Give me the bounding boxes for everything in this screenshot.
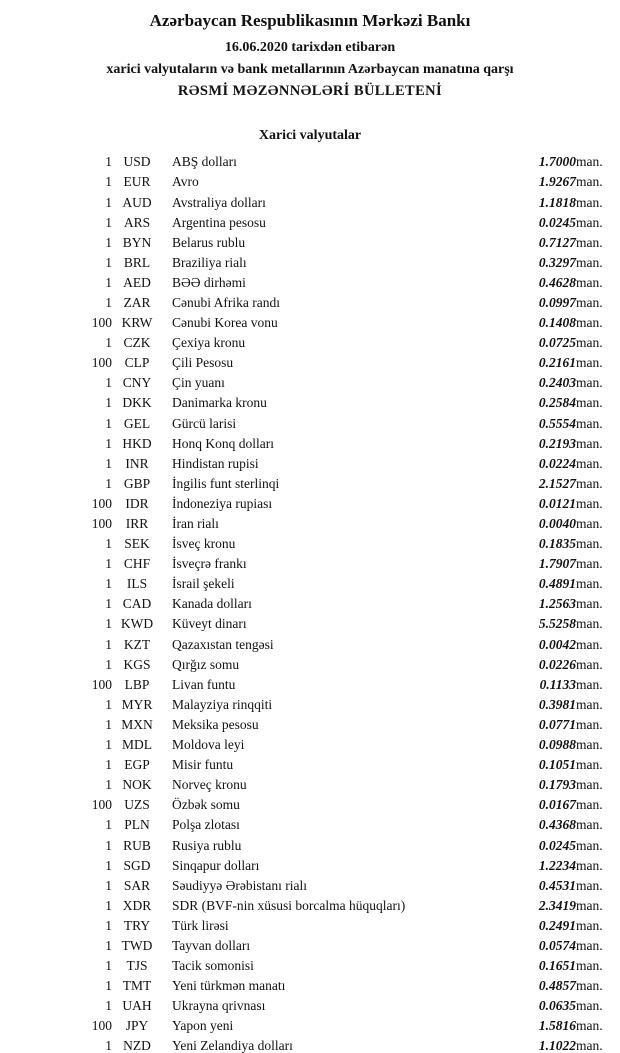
- rate-unit-label: man.: [576, 234, 603, 250]
- currency-rate: 0.4857: [538, 978, 576, 994]
- currency-code: LBP: [124, 676, 150, 692]
- exchange-rates-table: [0, 152, 620, 1053]
- currency-rate: 0.2403: [538, 375, 576, 391]
- rate-row: [0, 675, 620, 695]
- currency-rate: 0.0574: [538, 937, 576, 953]
- currency-name: Kanada dolları: [172, 596, 252, 612]
- currency-quantity: 100: [91, 315, 112, 331]
- currency-code: UZS: [124, 797, 150, 813]
- currency-quantity: 1: [105, 817, 112, 833]
- currency-rate: 0.4628: [538, 274, 576, 290]
- rate-row: [0, 655, 620, 675]
- rate-row: [0, 514, 620, 534]
- currency-name: Sinqapur dolları: [172, 857, 260, 873]
- currency-quantity: 1: [105, 556, 112, 572]
- currency-code: ILS: [126, 576, 148, 592]
- rate-unit-label: man.: [576, 315, 603, 331]
- currency-quantity: 1: [105, 937, 112, 953]
- currency-rate: 0.1408: [538, 315, 576, 331]
- currency-code: BRL: [123, 254, 151, 270]
- rate-row: [0, 434, 620, 454]
- currency-code: SEK: [124, 536, 150, 552]
- currency-code: GBP: [123, 475, 151, 491]
- currency-code: USD: [123, 154, 151, 170]
- rate-unit-label: man.: [576, 576, 603, 592]
- currency-code: KWD: [120, 616, 154, 632]
- currency-name: BƏƏ dirhəmi: [172, 274, 246, 290]
- currency-name: Malayziya rinqqiti: [172, 696, 273, 712]
- rate-row: [0, 474, 620, 494]
- currency-rate: 0.0771: [538, 716, 576, 732]
- currency-quantity: 1: [105, 254, 112, 270]
- currency-code: MYR: [121, 696, 153, 712]
- currency-name: İndoneziya rupiası: [172, 495, 273, 511]
- currency-rate: 1.1022: [538, 1038, 576, 1053]
- rate-unit-label: man.: [576, 817, 603, 833]
- currency-rate: 0.0224: [538, 455, 576, 471]
- currency-rate: 0.0121: [538, 495, 576, 511]
- rate-unit-label: man.: [576, 536, 603, 552]
- currency-name: Norveç kronu: [172, 777, 247, 793]
- section-title-foreign-currencies: Xarici valyutalar: [258, 128, 362, 144]
- rate-row: [0, 795, 620, 815]
- currency-name: Çexiya kronu: [172, 335, 246, 351]
- rate-row: [0, 554, 620, 574]
- currency-quantity: 100: [91, 797, 112, 813]
- currency-name: Tacik somonisi: [172, 958, 254, 974]
- currency-quantity: 1: [105, 737, 112, 753]
- rate-row: [0, 635, 620, 655]
- currency-code: GEL: [123, 415, 151, 431]
- rate-row: [0, 916, 620, 936]
- rate-row: [0, 414, 620, 434]
- rate-row: [0, 313, 620, 333]
- rate-unit-label: man.: [576, 435, 603, 451]
- rate-row: [0, 574, 620, 594]
- currency-name: Ukrayna qrivnası: [172, 998, 266, 1014]
- rate-unit-label: man.: [576, 797, 603, 813]
- currency-quantity: 1: [105, 375, 112, 391]
- currency-rate: 1.7907: [538, 556, 576, 572]
- currency-quantity: 1: [105, 917, 112, 933]
- rate-unit-label: man.: [576, 214, 603, 230]
- currency-code: BYN: [122, 234, 152, 250]
- rate-row: [0, 333, 620, 353]
- currency-quantity: 1: [105, 274, 112, 290]
- currency-name: Braziliya rialı: [172, 254, 247, 270]
- rate-row: [0, 293, 620, 313]
- currency-rate: 0.0988: [538, 737, 576, 753]
- currency-name: Küveyt dinarı: [172, 616, 247, 632]
- currency-quantity: 100: [91, 355, 112, 371]
- currency-quantity: 1: [105, 174, 112, 190]
- currency-code: RUB: [123, 837, 151, 853]
- currency-name: İsveç kronu: [172, 536, 236, 552]
- currency-quantity: 1: [105, 616, 112, 632]
- currency-quantity: 100: [91, 676, 112, 692]
- rate-unit-label: man.: [576, 154, 603, 170]
- currency-rate: 0.2491: [538, 917, 576, 933]
- currency-quantity: 100: [91, 516, 112, 531]
- currency-code: UAH: [122, 998, 152, 1014]
- currency-quantity: 1: [105, 877, 112, 893]
- currency-code: IRR: [125, 516, 149, 531]
- currency-code: NZD: [123, 1038, 151, 1053]
- currency-quantity: 100: [91, 1018, 112, 1034]
- currency-name: Polşa zlotası: [172, 817, 240, 833]
- currency-code: IDR: [125, 495, 149, 511]
- currency-quantity: 1: [105, 154, 112, 170]
- rate-unit-label: man.: [576, 1018, 603, 1034]
- rate-unit-label: man.: [576, 998, 603, 1014]
- currency-name: Yeni Zelandiya dolları: [172, 1038, 293, 1053]
- currency-quantity: 1: [105, 897, 112, 913]
- currency-quantity: 1: [105, 596, 112, 612]
- currency-name: Hindistan rupisi: [172, 455, 259, 471]
- rate-unit-label: man.: [576, 616, 603, 632]
- rate-row: [0, 393, 620, 413]
- currency-code: HKD: [122, 435, 152, 451]
- rate-row: [0, 253, 620, 273]
- currency-quantity: 1: [105, 1038, 112, 1053]
- currency-rate: 1.9267: [538, 174, 576, 190]
- currency-code: TRY: [123, 917, 151, 933]
- rate-row: [0, 213, 620, 233]
- rate-unit-label: man.: [576, 274, 603, 290]
- currency-code: XDR: [122, 897, 152, 913]
- rate-row: [0, 494, 620, 514]
- currency-quantity: 1: [105, 335, 112, 351]
- rate-unit-label: man.: [576, 375, 603, 391]
- currency-code: CHF: [123, 556, 151, 572]
- rate-unit-label: man.: [576, 897, 603, 913]
- currency-name: Yapon yeni: [172, 1018, 234, 1034]
- rate-row: [0, 775, 620, 795]
- currency-name: Cənubi Korea vonu: [172, 315, 278, 331]
- rate-row: [0, 876, 620, 896]
- rate-row: [0, 856, 620, 876]
- currency-name: İngilis funt sterlinqi: [172, 475, 280, 491]
- currency-rate: 1.7000: [538, 154, 576, 170]
- currency-rate: 0.1133: [539, 676, 576, 692]
- currency-quantity: 1: [105, 696, 112, 712]
- currency-quantity: 1: [105, 536, 112, 552]
- currency-name: Rusiya rublu: [172, 837, 242, 853]
- currency-rate: 0.5554: [538, 415, 576, 431]
- currency-quantity: 1: [105, 857, 112, 873]
- rate-unit-label: man.: [576, 415, 603, 431]
- currency-quantity: 1: [105, 475, 112, 491]
- rate-unit-label: man.: [576, 335, 603, 351]
- rate-row: [0, 373, 620, 393]
- currency-rate: 0.0042: [538, 636, 576, 652]
- currency-quantity: 1: [105, 415, 112, 431]
- currency-name: Cənubi Afrika randı: [172, 294, 280, 310]
- rate-row: [0, 353, 620, 373]
- rate-unit-label: man.: [576, 656, 603, 672]
- currency-code: TJS: [126, 958, 148, 974]
- currency-name: Belarus rublu: [172, 234, 246, 250]
- currency-code: INR: [125, 455, 149, 471]
- currency-quantity: 1: [105, 636, 112, 652]
- rate-row: [0, 193, 620, 213]
- currency-name: Moldova leyi: [172, 737, 245, 753]
- bulletin-title: RƏSMİ MƏZƏNNƏLƏRİ BÜLLETENİ: [177, 83, 443, 100]
- currency-code: TMT: [122, 978, 152, 994]
- rate-unit-label: man.: [576, 355, 603, 371]
- currency-code: DKK: [122, 395, 152, 411]
- currency-code: CZK: [123, 335, 151, 351]
- currency-code: KGS: [123, 656, 151, 672]
- rate-unit-label: man.: [576, 596, 603, 612]
- currency-name: ABŞ dolları: [172, 154, 237, 170]
- currency-name: Argentina pesosu: [172, 214, 266, 230]
- currency-quantity: 1: [105, 656, 112, 672]
- rate-row: [0, 273, 620, 293]
- currency-quantity: 1: [105, 978, 112, 994]
- rate-row: [0, 1016, 620, 1036]
- currency-name: Qazaxıstan tengəsi: [172, 636, 274, 652]
- rate-unit-label: man.: [576, 937, 603, 953]
- currency-code: MXN: [121, 716, 153, 732]
- currency-rate: 2.3419: [538, 897, 576, 913]
- currency-rate: 1.5816: [538, 1018, 576, 1034]
- currency-name: İsrail şekeli: [172, 576, 235, 592]
- currency-name: Qırğız somu: [172, 656, 240, 672]
- currency-code: AUD: [122, 194, 152, 210]
- currency-quantity: 1: [105, 214, 112, 230]
- currency-rate: 0.2584: [538, 395, 576, 411]
- currency-name: SDR (BVF-nin xüsusi borcalma hüquqları): [172, 897, 406, 913]
- rate-unit-label: man.: [576, 777, 603, 793]
- currency-quantity: 1: [105, 837, 112, 853]
- rate-unit-label: man.: [576, 978, 603, 994]
- currency-name: Honq Konq dolları: [172, 435, 274, 451]
- rate-unit-label: man.: [576, 395, 603, 411]
- currency-quantity: 1: [105, 395, 112, 411]
- rate-row: [0, 996, 620, 1016]
- currency-rate: 5.5258: [538, 616, 576, 632]
- currency-quantity: 1: [105, 455, 112, 471]
- rate-row: [0, 836, 620, 856]
- currency-name: Tayvan dolları: [172, 937, 251, 953]
- currency-name: Danimarka kronu: [172, 395, 267, 411]
- currency-code: ZAR: [123, 294, 151, 310]
- rate-unit-label: man.: [576, 516, 603, 531]
- currency-rate: 1.2234: [538, 857, 576, 873]
- currency-name: Avstraliya dolları: [172, 194, 266, 210]
- currency-rate: 0.0635: [538, 998, 576, 1014]
- currency-name: Gürcü larisi: [172, 415, 237, 431]
- rate-unit-label: man.: [576, 696, 603, 712]
- currency-name: İran rialı: [172, 516, 219, 531]
- rate-unit-label: man.: [576, 676, 603, 692]
- currency-rate: 0.2161: [538, 355, 576, 371]
- currency-rate: 0.0167: [538, 797, 576, 813]
- rate-unit-label: man.: [576, 857, 603, 873]
- currency-code: CNY: [122, 375, 152, 391]
- rate-unit-label: man.: [576, 194, 603, 210]
- rate-unit-label: man.: [576, 495, 603, 511]
- currency-code: KZT: [123, 636, 151, 652]
- currency-name: Çin yuanı: [172, 375, 225, 391]
- currency-code: PLN: [124, 817, 150, 833]
- currency-rate: 0.3981: [538, 696, 576, 712]
- currency-name: Livan funtu: [172, 676, 236, 692]
- currency-quantity: 1: [105, 435, 112, 451]
- currency-quantity: 1: [105, 194, 112, 210]
- currency-name: Səudiyyə Ərəbistanı rialı: [172, 877, 307, 893]
- currency-rate: 0.4531: [538, 877, 576, 893]
- currency-name: Meksika pesosu: [172, 716, 259, 732]
- rate-unit-label: man.: [576, 556, 603, 572]
- rate-row: [0, 735, 620, 755]
- rate-row: [0, 815, 620, 835]
- rate-unit-label: man.: [576, 958, 603, 974]
- currency-code: SAR: [123, 877, 151, 893]
- currency-quantity: 1: [105, 777, 112, 793]
- rate-row: [0, 755, 620, 775]
- rate-row: [0, 956, 620, 976]
- currency-rate: 0.0725: [538, 335, 576, 351]
- currency-rate: 0.1793: [538, 777, 576, 793]
- rate-unit-label: man.: [576, 455, 603, 471]
- currency-rate: 0.7127: [538, 234, 576, 250]
- rate-row: [0, 233, 620, 253]
- rate-unit-label: man.: [576, 757, 603, 773]
- currency-rate: 0.4891: [538, 576, 576, 592]
- currency-quantity: 1: [105, 576, 112, 592]
- rate-row: [0, 534, 620, 554]
- currency-rate: 0.0245: [538, 837, 576, 853]
- rate-row: [0, 454, 620, 474]
- currency-name: Misir funtu: [172, 757, 234, 773]
- rate-unit-label: man.: [576, 1038, 603, 1053]
- currency-quantity: 100: [91, 495, 112, 511]
- currency-name: Çili Pesosu: [172, 355, 234, 371]
- currency-quantity: 1: [105, 958, 112, 974]
- currency-name: Özbək somu: [172, 797, 240, 813]
- currency-name: İsveçrə frankı: [172, 556, 247, 572]
- currency-rate: 0.2193: [538, 435, 576, 451]
- currency-code: JPY: [125, 1018, 149, 1034]
- currency-rate: 0.0040: [538, 516, 576, 531]
- rate-row: [0, 1036, 620, 1053]
- currency-rate: 2.1527: [538, 475, 576, 491]
- rate-unit-label: man.: [576, 475, 603, 491]
- rate-unit-label: man.: [576, 877, 603, 893]
- currency-rate: 0.1051: [538, 757, 576, 773]
- bank-title: Azərbaycan Respublikasının Mərkəzi Bankı: [149, 11, 471, 30]
- currency-name: Yeni türkmən manatı: [172, 978, 286, 994]
- currency-code: ARS: [123, 214, 151, 230]
- currency-code: SGD: [123, 857, 151, 873]
- rate-row: [0, 896, 620, 916]
- rate-unit-label: man.: [576, 737, 603, 753]
- effective-date-line: 16.06.2020 tarixdən etibarən: [224, 39, 396, 55]
- rate-row: [0, 614, 620, 634]
- currency-code: MDL: [122, 737, 152, 753]
- currency-quantity: 1: [105, 998, 112, 1014]
- currency-rate: 0.1651: [538, 958, 576, 974]
- header-subtitle: xarici valyutaların və bank metallarının Azərbaycan manatına qarşı: [106, 62, 514, 78]
- rate-unit-label: man.: [576, 174, 603, 190]
- rate-unit-label: man.: [576, 636, 603, 652]
- currency-name: Avro: [172, 174, 199, 190]
- currency-rate: 1.1818: [538, 194, 576, 210]
- currency-rate: 0.3297: [538, 254, 576, 270]
- currency-code: EUR: [123, 174, 151, 190]
- currency-quantity: 1: [105, 294, 112, 310]
- currency-rate: 0.0997: [538, 294, 576, 310]
- currency-code: CLP: [124, 355, 150, 371]
- rate-row: [0, 976, 620, 996]
- rate-unit-label: man.: [576, 294, 603, 310]
- document-header: [0, 10, 620, 100]
- currency-code: EGP: [124, 757, 150, 773]
- currency-name: Türk lirəsi: [172, 917, 229, 933]
- currency-code: NOK: [122, 777, 152, 793]
- rate-unit-label: man.: [576, 837, 603, 853]
- currency-rate: 0.1835: [538, 536, 576, 552]
- currency-quantity: 1: [105, 757, 112, 773]
- rate-unit-label: man.: [576, 716, 603, 732]
- rate-unit-label: man.: [576, 917, 603, 933]
- currency-rate: 1.2563: [538, 596, 576, 612]
- rate-unit-label: man.: [576, 254, 603, 270]
- rate-row: [0, 594, 620, 614]
- rate-row: [0, 715, 620, 735]
- currency-rate: 0.0245: [538, 214, 576, 230]
- currency-code: TWD: [121, 937, 153, 953]
- rate-row: [0, 152, 620, 172]
- currency-rate: 0.0226: [538, 656, 576, 672]
- rate-row: [0, 695, 620, 715]
- currency-quantity: 1: [105, 716, 112, 732]
- currency-code: CAD: [122, 596, 152, 612]
- currency-code: KRW: [121, 315, 153, 331]
- currency-rate: 0.4368: [538, 817, 576, 833]
- rate-row: [0, 172, 620, 192]
- currency-quantity: 1: [105, 234, 112, 250]
- rate-row: [0, 936, 620, 956]
- currency-code: AED: [123, 274, 151, 290]
